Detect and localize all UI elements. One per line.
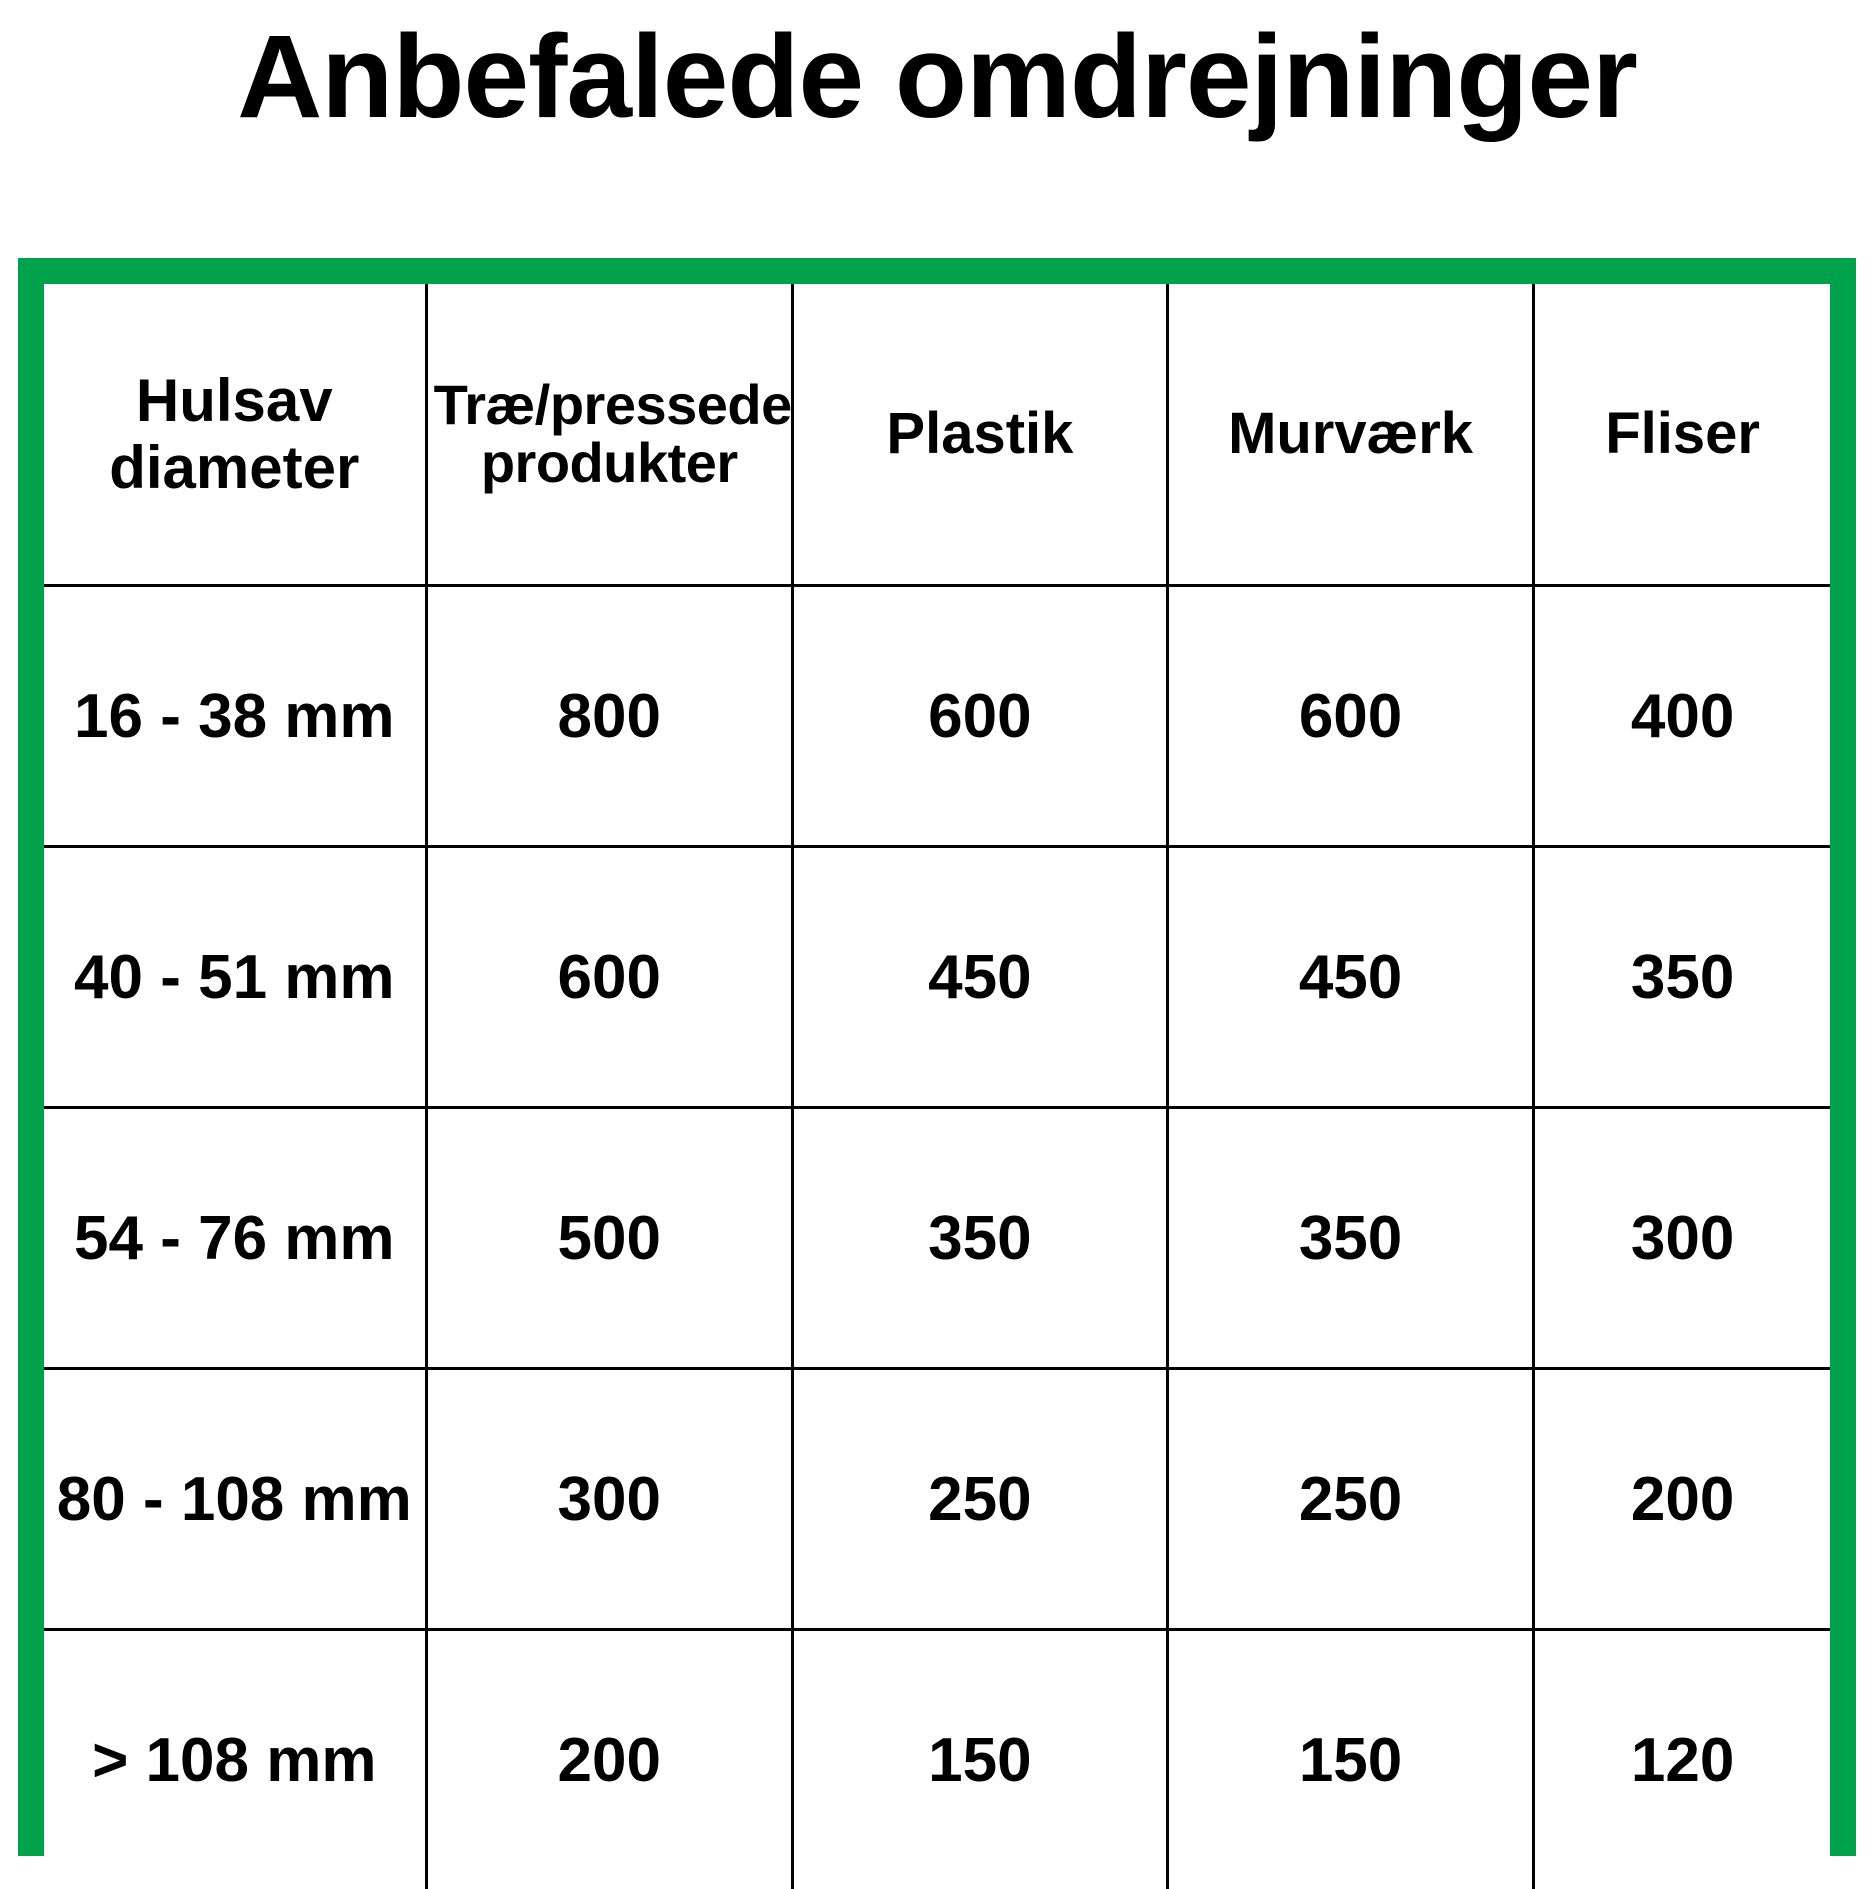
cell-tiles: 300 xyxy=(1534,1108,1830,1369)
cell-plastic: 600 xyxy=(792,586,1167,847)
cell-masonry: 600 xyxy=(1167,586,1533,847)
column-header-diameter-line1: Hulsav xyxy=(50,367,419,434)
table-row xyxy=(44,1630,1830,1889)
cell-masonry: 250 xyxy=(1167,1369,1533,1630)
column-header-masonry: Murværk xyxy=(1167,284,1533,586)
table-frame xyxy=(18,258,1856,1856)
recommended-speeds-table xyxy=(44,284,1830,1889)
cell-masonry: 450 xyxy=(1167,847,1533,1108)
row-label-diameter: 54 - 76 mm xyxy=(44,1108,426,1369)
cell-plastic: 450 xyxy=(792,847,1167,1108)
cell-plastic: 250 xyxy=(792,1369,1167,1630)
page-title: Anbefalede omdrejninger xyxy=(0,0,1874,136)
header-row xyxy=(44,284,1830,586)
table-row xyxy=(44,586,1830,847)
table-row xyxy=(44,1369,1830,1630)
row-label-diameter: 40 - 51 mm xyxy=(44,847,426,1108)
cell-masonry: 350 xyxy=(1167,1108,1533,1369)
cell-plastic: 350 xyxy=(792,1108,1167,1369)
cell-tiles: 350 xyxy=(1534,847,1830,1108)
cell-tiles: 200 xyxy=(1534,1369,1830,1630)
cell-masonry: 150 xyxy=(1167,1630,1533,1889)
column-header-diameter xyxy=(44,284,426,586)
column-header-tiles: Fliser xyxy=(1534,284,1830,586)
cell-wood: 300 xyxy=(426,1369,792,1630)
table-row xyxy=(44,847,1830,1108)
table-header xyxy=(44,284,1830,586)
cell-tiles: 400 xyxy=(1534,586,1830,847)
table-row xyxy=(44,1108,1830,1369)
cell-wood: 800 xyxy=(426,586,792,847)
table-body xyxy=(44,586,1830,1889)
cell-wood: 500 xyxy=(426,1108,792,1369)
row-label-diameter: 80 - 108 mm xyxy=(44,1369,426,1630)
cell-plastic: 150 xyxy=(792,1630,1167,1889)
row-label-diameter: > 108 mm xyxy=(44,1630,426,1889)
cell-tiles: 120 xyxy=(1534,1630,1830,1889)
cell-wood: 200 xyxy=(426,1630,792,1889)
column-header-wood xyxy=(426,284,792,586)
column-header-wood-line1: Træ/pressede xyxy=(434,376,785,434)
column-header-plastic: Plastik xyxy=(792,284,1167,586)
cell-wood: 600 xyxy=(426,847,792,1108)
row-label-diameter: 16 - 38 mm xyxy=(44,586,426,847)
column-header-diameter-line2: diameter xyxy=(50,434,419,501)
column-header-wood-line2: produkter xyxy=(434,434,785,492)
